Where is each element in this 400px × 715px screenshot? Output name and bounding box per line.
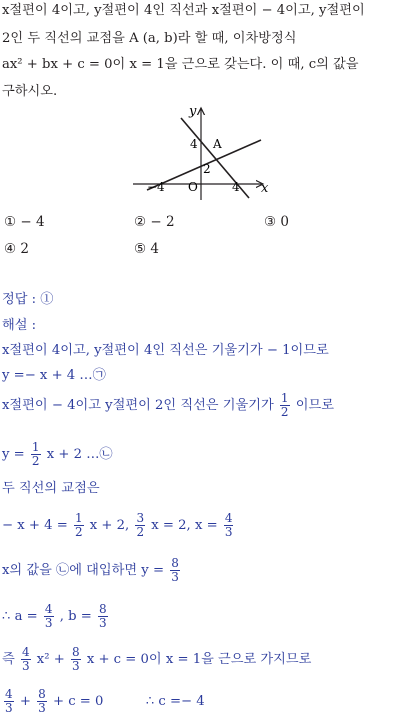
fraction-8-3: $\frac{8}{3}$ xyxy=(38,687,46,715)
choice-5[interactable]: ⑤ 4 xyxy=(134,241,159,257)
fraction-3-2: $\frac{3}{2}$ xyxy=(136,511,145,539)
solution-step-9: 즉 $\frac{4}{3}$ x² + $\frac{8}{3}$ x + c = 0이 x = 1을 근으로 가지므로 xyxy=(2,645,312,673)
solution-step-10: $\frac{4}{3}$ + $\frac{8}{3}$ + c = 0 ∴ c =− 4 xyxy=(5,687,205,715)
choice-4[interactable]: ④ 2 xyxy=(4,241,29,257)
question-line-3: ax² + bx + c = 0이 x = 1을 근으로 갖는다. 이 때, c의 값을 xyxy=(2,57,359,72)
choice-1[interactable]: ① − 4 xyxy=(4,214,45,230)
x-tick-4: 4 xyxy=(232,180,240,194)
origin-label: O xyxy=(188,180,198,194)
fraction-8-3: $\frac{8}{3}$ xyxy=(99,602,107,630)
solution-header: 해설 : xyxy=(2,318,37,333)
question-line-4: 구하시오. xyxy=(2,84,58,99)
question-line-2: 2인 두 직선의 교점을 A (a, b)라 할 때, 이차방정식 xyxy=(2,31,297,46)
solution-step-8: ∴ a = $\frac{4}{3}$ , b = $\frac{8}{3}$ xyxy=(2,602,107,630)
coordinate-graph xyxy=(125,100,285,206)
choice-2[interactable]: ② − 2 xyxy=(134,214,175,230)
fraction-1-2: $\frac{1}{2}$ xyxy=(31,440,40,468)
solution-step-2: y =− x + 4 …㉠ xyxy=(2,368,106,383)
solution-step-5: 두 직선의 교점은 xyxy=(2,481,100,496)
choice-3[interactable]: ③ 0 xyxy=(264,214,289,230)
solution-step-3: x절편이 − 4이고 y절편이 2인 직선은 기울기가 $\frac{1}{2}$ 이므로 xyxy=(2,391,334,419)
x-tick-neg4: −4 xyxy=(147,180,165,194)
fraction-8-3: $\frac{8}{3}$ xyxy=(71,645,80,673)
fraction-1-2: $\frac{1}{2}$ xyxy=(280,391,289,419)
solution-step-6: − x + 4 = $\frac{1}{2}$ x + 2, $\frac{3}{2}$ x = 2, x = $\frac{4}{3}$ xyxy=(2,511,233,539)
fraction-4-3: $\frac{4}{3}$ xyxy=(44,602,53,630)
point-a-label: A xyxy=(213,137,222,151)
solution-step-7: x의 값을 ㉡에 대입하면 y = $\frac{8}{3}$ xyxy=(2,556,179,584)
fraction-4-3: $\frac{4}{3}$ xyxy=(21,645,30,673)
y-tick-4: 4 xyxy=(190,137,198,151)
fraction-4-3: $\frac{4}{3}$ xyxy=(224,511,233,539)
fraction-8-3: $\frac{8}{3}$ xyxy=(171,556,179,584)
answer-line: 정답 : ① xyxy=(2,292,54,307)
question-line-1: x절편이 4이고, y절편이 4인 직선과 x절편이 − 4이고, y절편이 xyxy=(2,3,365,18)
y-axis-label: y xyxy=(189,104,197,119)
solution-step-4: y = $\frac{1}{2}$ x + 2 …㉡ xyxy=(2,440,113,468)
fraction-4-3: $\frac{4}{3}$ xyxy=(5,687,13,715)
solution-step-1: x절편이 4이고, y절편이 4인 직선은 기울기가 − 1이므로 xyxy=(2,343,329,358)
x-axis-label: x xyxy=(261,181,269,196)
y-tick-2: 2 xyxy=(203,162,211,176)
fraction-1-2: $\frac{1}{2}$ xyxy=(74,511,83,539)
